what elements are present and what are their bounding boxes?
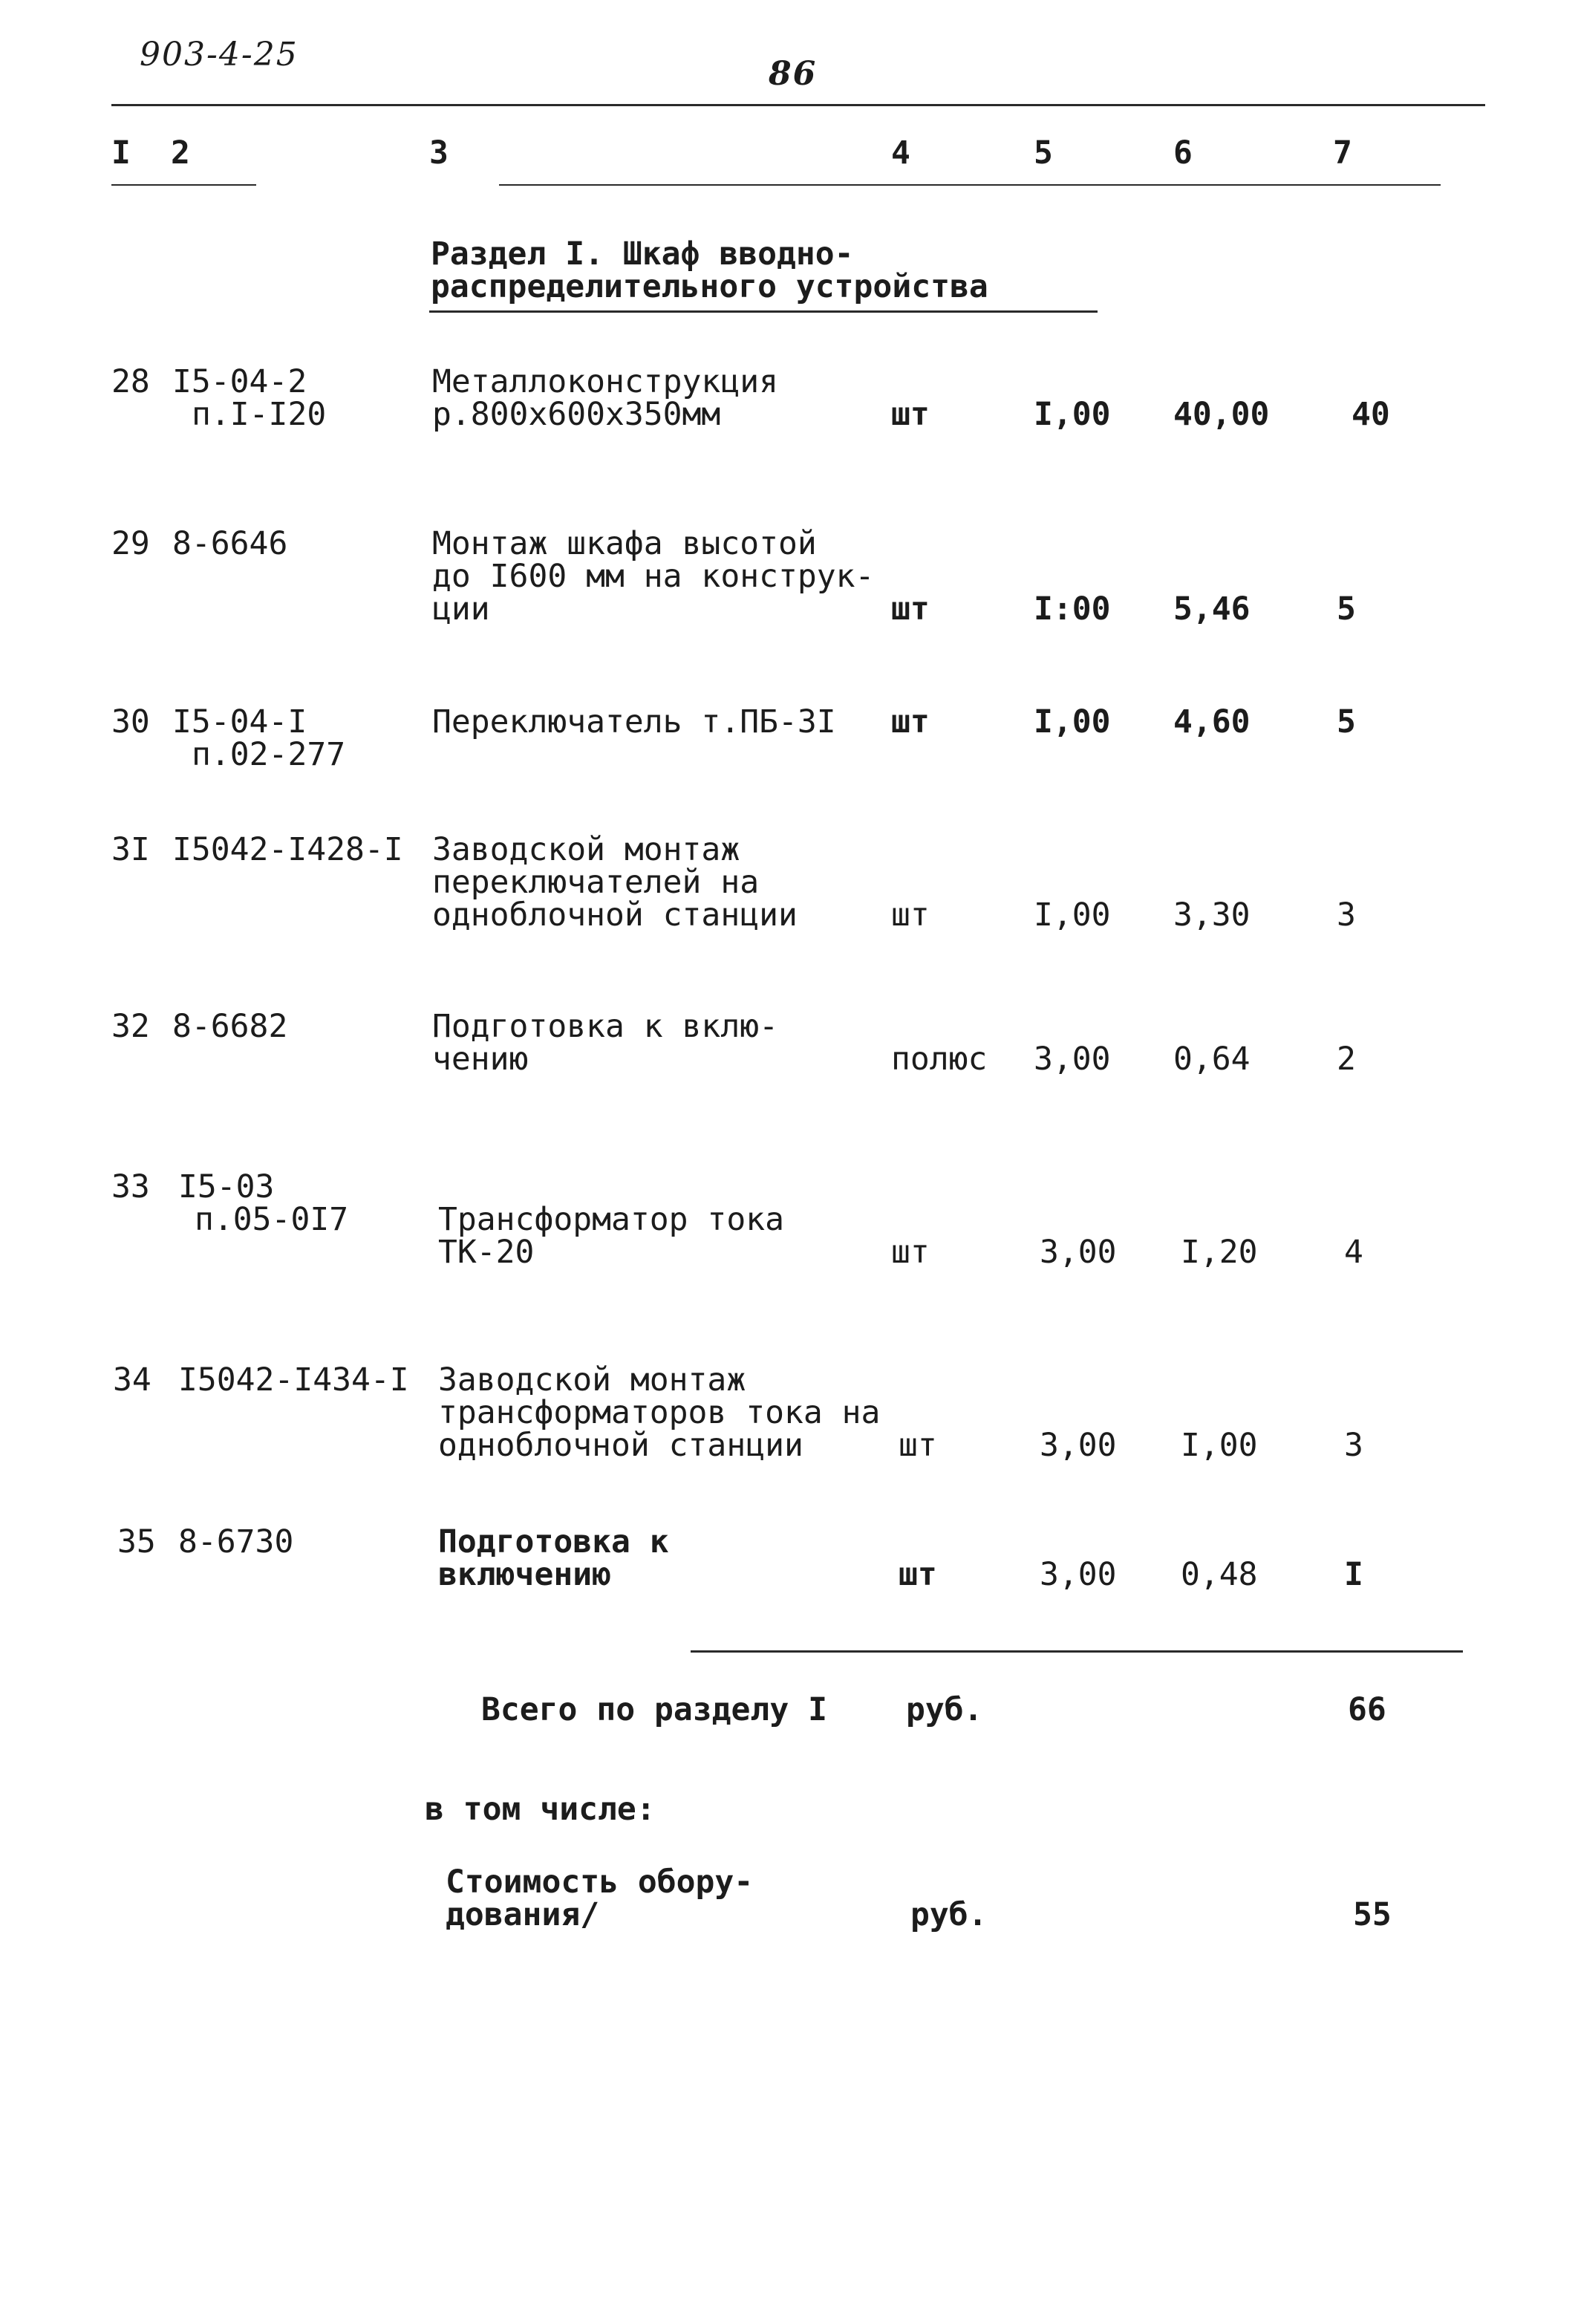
equipment-unit: руб. [910,1896,988,1933]
row-description: Заводской монтаж переключателей на одноблочной станции [432,831,798,934]
col-heading-7: 7 [1333,134,1352,172]
total-unit: руб. [906,1691,983,1728]
row-code: I5042-I428-I [172,831,403,868]
row-number: 28 [111,363,150,400]
heading-underline-right [499,184,1441,186]
row-total: 3 [1344,1427,1363,1464]
section-title-line1: Раздел I. Шкаф вводно- [431,235,854,273]
row-price: 40,00 [1173,396,1270,433]
row-code: I5-03 [178,1168,275,1205]
row-unit: шт [891,1234,930,1271]
row-code: I5042-I434-I [178,1361,409,1399]
row-total: 5 [1337,590,1356,628]
row-code: 8-6646 [172,525,288,562]
col-heading-6: 6 [1173,134,1193,172]
row-code: I5-04-I [172,703,307,741]
page-number: 86 [769,55,818,93]
row-quantity: I,00 [1034,396,1111,433]
row-quantity: 3,00 [1034,1041,1111,1078]
row-quantity: I:00 [1034,590,1111,628]
row-unit: шт [899,1427,937,1464]
row-price: 3,30 [1173,896,1251,934]
equipment-value: 55 [1353,1896,1392,1933]
row-number: 29 [111,525,150,562]
row-unit: шт [891,396,930,433]
row-total: 5 [1337,703,1356,741]
heading-underline-left [111,184,256,186]
row-number: 33 [111,1168,150,1205]
total-label: Всего по разделу I [481,1691,827,1728]
row-price: 4,60 [1173,703,1251,741]
row-price: I,20 [1181,1234,1258,1271]
total-rule [691,1650,1463,1653]
row-number: 3I [111,831,150,868]
section-title-underline [429,310,1098,313]
col-heading-1: I [111,134,131,172]
row-quantity: 3,00 [1040,1234,1117,1271]
row-total: 3 [1337,896,1356,934]
doc-code: 903-4-25 [140,36,299,74]
row-quantity: I,00 [1034,896,1111,934]
row-number: 35 [117,1523,156,1560]
row-code: 8-6730 [178,1523,294,1560]
row-description: Заводской монтаж трансформаторов тока на одноблочной станции [438,1361,881,1464]
row-description: Подготовка к вклю- чению [432,1008,778,1078]
row-code-sub: п.05-0I7 [195,1201,349,1238]
row-quantity: 3,00 [1040,1427,1117,1464]
row-total: I [1344,1556,1363,1593]
row-code-sub: п.02-277 [192,736,346,773]
row-total: 4 [1344,1234,1363,1271]
row-code: I5-04-2 [172,363,307,400]
row-number: 34 [113,1361,151,1399]
row-total: 2 [1337,1041,1356,1078]
col-heading-3: 3 [429,134,449,172]
row-price: I,00 [1181,1427,1258,1464]
col-heading-2: 2 [171,134,190,172]
row-quantity: 3,00 [1040,1556,1117,1593]
row-unit: шт [891,703,930,741]
col-heading-4: 4 [891,134,910,172]
row-description: Трансформатор тока ТК-20 [438,1201,784,1271]
row-unit: полюс [891,1041,988,1078]
col-heading-5: 5 [1034,134,1053,172]
header-rule [111,104,1485,106]
total-value: 66 [1348,1691,1386,1728]
row-description: Подготовка к включению [438,1523,669,1593]
including-label: в том числе: [425,1791,656,1828]
equipment-label: Стоимость обору- дования/ [446,1864,754,1933]
row-price: 0,48 [1181,1556,1258,1593]
row-price: 0,64 [1173,1041,1251,1078]
row-unit: шт [899,1556,937,1593]
row-description: Монтаж шкафа высотой до I600 мм на конструк- ции [432,525,875,628]
row-number: 32 [111,1008,150,1045]
row-code-sub: п.I-I20 [192,396,327,433]
row-price: 5,46 [1173,590,1251,628]
row-total: 40 [1352,396,1390,433]
row-number: 30 [111,703,150,741]
row-description: Переключатель т.ПБ-3I [432,703,836,741]
row-unit: шт [891,896,930,934]
section-title-line2: распределительного устройства [431,268,988,305]
row-code: 8-6682 [172,1008,288,1045]
row-quantity: I,00 [1034,703,1111,741]
row-unit: шт [891,590,930,628]
row-description: Металлоконструкция р.800х600х350мм [432,363,778,433]
